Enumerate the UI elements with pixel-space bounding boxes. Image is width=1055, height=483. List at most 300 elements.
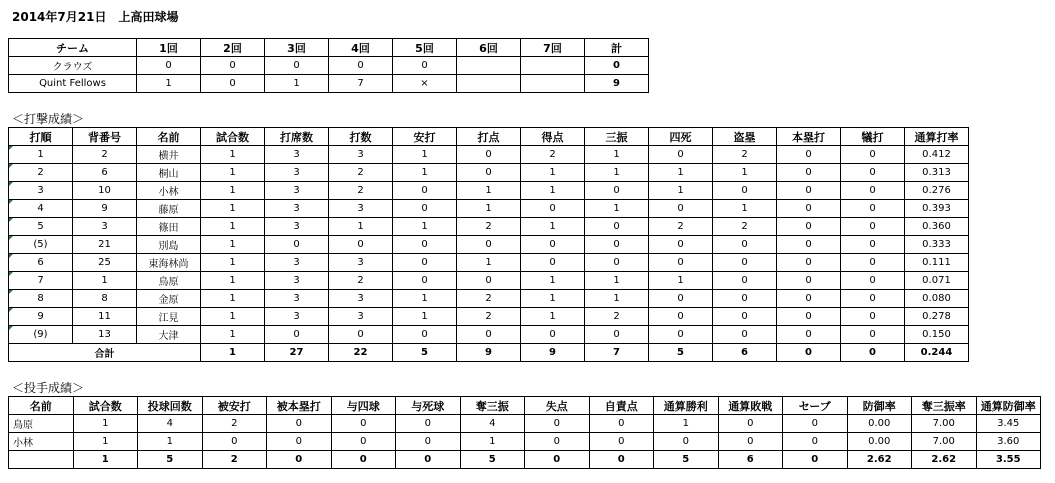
pitching-cell: 0 — [396, 415, 461, 433]
pitching-cell: 1 — [138, 433, 203, 451]
pitching-total-cell: 5 — [138, 451, 203, 469]
batting-cell: 1 — [201, 218, 265, 236]
batting-cell: 7 — [9, 272, 73, 290]
pitcher-name: 鳥原 — [9, 415, 74, 433]
batting-header-cell: 背番号 — [73, 128, 137, 146]
batting-cell: 2 — [585, 308, 649, 326]
batting-cell: 0 — [713, 290, 777, 308]
batting-header-cell: 打席数 — [265, 128, 329, 146]
batting-row — [9, 200, 969, 218]
pitching-row — [9, 433, 1041, 451]
batting-cell: 0 — [457, 326, 521, 344]
batting-cell: 3 — [265, 254, 329, 272]
batting-cell: 3 — [329, 290, 393, 308]
batting-cell: 1 — [393, 164, 457, 182]
pitching-cell: 0 — [331, 415, 396, 433]
batting-cell: 0.276 — [905, 182, 969, 200]
batting-total-cell: 1 — [201, 344, 265, 362]
batting-cell: 1 — [521, 218, 585, 236]
batting-cell: 0 — [585, 236, 649, 254]
batting-cell: 0 — [457, 236, 521, 254]
team-name: クラウズ — [9, 57, 137, 75]
batting-cell: 0 — [393, 326, 457, 344]
batting-cell: 0 — [841, 218, 905, 236]
batting-cell: 1 — [585, 290, 649, 308]
pitching-total-cell: 2.62 — [912, 451, 977, 469]
pitching-cell: 0 — [267, 415, 332, 433]
batting-header-cell: 打数 — [329, 128, 393, 146]
batting-cell: 0 — [649, 200, 713, 218]
scoreboard-header-cell: 2回 — [201, 39, 265, 57]
pitching-header-cell: 名前 — [9, 397, 74, 415]
pitching-table — [8, 396, 1041, 469]
pitching-cell: 1 — [73, 433, 138, 451]
inning-score: 1 — [265, 75, 329, 93]
pitching-total-cell: 2 — [202, 451, 267, 469]
pitching-header-cell: 与死球 — [396, 397, 461, 415]
pitching-cell: 1 — [460, 433, 525, 451]
batting-row — [9, 290, 969, 308]
player-name: 大津 — [137, 326, 201, 344]
pitching-cell: 1 — [654, 415, 719, 433]
batting-header-cell: 打順 — [9, 128, 73, 146]
batting-row — [9, 254, 969, 272]
batting-total-cell: 9 — [521, 344, 585, 362]
pitching-cell: 0 — [783, 433, 848, 451]
batting-total-cell: 5 — [393, 344, 457, 362]
batting-cell: 1 — [201, 182, 265, 200]
inning-score — [521, 57, 585, 75]
inning-score: 0 — [393, 57, 457, 75]
batting-cell: 3 — [265, 182, 329, 200]
batting-cell: 4 — [9, 200, 73, 218]
batting-cell: 1 — [201, 146, 265, 164]
batting-cell: 2 — [329, 164, 393, 182]
pitching-total-cell: 6 — [718, 451, 783, 469]
batting-cell: 0.333 — [905, 236, 969, 254]
batting-cell: 3 — [265, 200, 329, 218]
batting-cell: 1 — [201, 254, 265, 272]
batting-cell: 0.150 — [905, 326, 969, 344]
batting-cell: 2 — [457, 290, 521, 308]
batting-cell: 0 — [393, 236, 457, 254]
pitching-header-cell: 与四球 — [331, 397, 396, 415]
pitching-cell: 0 — [267, 433, 332, 451]
pitching-cell: 0.00 — [847, 415, 912, 433]
scoreboard-header-cell: チーム — [9, 39, 137, 57]
batting-header-cell: 打点 — [457, 128, 521, 146]
batting-cell: 21 — [73, 236, 137, 254]
scoreboard-header-cell: 5回 — [393, 39, 457, 57]
page-title: 2014年7月21日 上高田球場 — [12, 10, 179, 24]
batting-cell: 2 — [521, 146, 585, 164]
pitcher-name: 小林 — [9, 433, 74, 451]
scoreboard-table — [8, 38, 649, 93]
pitching-header-cell: 奪三振 — [460, 397, 525, 415]
pitching-cell: 1 — [73, 415, 138, 433]
inning-score: 9 — [585, 75, 649, 93]
pitching-total-cell: 0 — [267, 451, 332, 469]
batting-header-cell: 試合数 — [201, 128, 265, 146]
batting-cell: 1 — [9, 146, 73, 164]
batting-cell: 0 — [713, 326, 777, 344]
scoreboard-header-cell: 7回 — [521, 39, 585, 57]
scoreboard-header-row — [9, 39, 649, 57]
scoreboard-header-cell: 4回 — [329, 39, 393, 57]
inning-score: 7 — [329, 75, 393, 93]
batting-cell: 3 — [73, 218, 137, 236]
batting-cell: 3 — [265, 290, 329, 308]
pitching-header-row — [9, 397, 1041, 415]
batting-cell: 1 — [585, 146, 649, 164]
batting-total-cell: 6 — [713, 344, 777, 362]
batting-total-cell: 0 — [777, 344, 841, 362]
pitching-total-cell: 0 — [589, 451, 654, 469]
batting-cell: 0 — [777, 164, 841, 182]
batting-cell: 0 — [521, 254, 585, 272]
inning-score — [457, 57, 521, 75]
batting-cell: 0 — [777, 182, 841, 200]
pitching-header-cell: 奪三振率 — [912, 397, 977, 415]
batting-cell: 3 — [329, 200, 393, 218]
batting-cell: 1 — [201, 290, 265, 308]
inning-score: 0 — [329, 57, 393, 75]
batting-cell: 0 — [521, 236, 585, 254]
batting-cell: 3 — [265, 272, 329, 290]
batting-cell: (5) — [9, 236, 73, 254]
batting-cell: 1 — [201, 272, 265, 290]
pitching-header-cell: 失点 — [525, 397, 590, 415]
team-name: Quint Fellows — [9, 75, 137, 93]
batting-cell: 0.080 — [905, 290, 969, 308]
batting-cell: 9 — [9, 308, 73, 326]
batting-header-cell: 犠打 — [841, 128, 905, 146]
pitching-total-cell: 0 — [525, 451, 590, 469]
batting-cell: 0 — [521, 200, 585, 218]
batting-cell: 1 — [585, 200, 649, 218]
batting-header-cell: 本塁打 — [777, 128, 841, 146]
pitching-total-cell: 3.55 — [976, 451, 1041, 469]
batting-total-cell: 0 — [841, 344, 905, 362]
batting-total-cell: 7 — [585, 344, 649, 362]
batting-header-cell: 通算打率 — [905, 128, 969, 146]
batting-cell: 8 — [9, 290, 73, 308]
batting-cell: 0 — [393, 254, 457, 272]
pitching-cell: 0 — [783, 415, 848, 433]
player-name: 東海林尚 — [137, 254, 201, 272]
batting-cell: 0 — [393, 200, 457, 218]
batting-row — [9, 326, 969, 344]
pitching-cell: 0 — [202, 433, 267, 451]
batting-cell: 0.412 — [905, 146, 969, 164]
batting-cell: 1 — [649, 272, 713, 290]
batting-cell: 3 — [329, 254, 393, 272]
pitching-cell: 4 — [138, 415, 203, 433]
batting-cell: 0 — [585, 326, 649, 344]
batting-cell: 1 — [329, 218, 393, 236]
batting-cell: 1 — [521, 290, 585, 308]
player-name: 横井 — [137, 146, 201, 164]
batting-cell: 1 — [713, 164, 777, 182]
batting-total-cell: 5 — [649, 344, 713, 362]
batting-cell: 0 — [777, 308, 841, 326]
batting-cell: 9 — [73, 200, 137, 218]
pitching-cell: 0 — [718, 433, 783, 451]
inning-score: 0 — [201, 75, 265, 93]
pitching-header-cell: 被本塁打 — [267, 397, 332, 415]
scoreboard-header-cell: 3回 — [265, 39, 329, 57]
batting-cell: 0 — [393, 182, 457, 200]
batting-cell: 0 — [649, 290, 713, 308]
batting-cell: 1 — [393, 146, 457, 164]
batting-cell: 0 — [265, 236, 329, 254]
batting-cell: 0 — [841, 236, 905, 254]
player-name: 小林 — [137, 182, 201, 200]
scoreboard-row — [9, 57, 649, 75]
batting-total-label: 合計 — [9, 344, 201, 362]
batting-row — [9, 308, 969, 326]
batting-cell: 0 — [777, 200, 841, 218]
batting-section-label: ＜打撃成績＞ — [12, 112, 85, 126]
batting-cell: 0 — [777, 254, 841, 272]
batting-cell: 0 — [777, 290, 841, 308]
batting-cell: 2 — [457, 308, 521, 326]
batting-cell: 0.313 — [905, 164, 969, 182]
batting-cell: 3 — [9, 182, 73, 200]
pitching-header-cell: 試合数 — [73, 397, 138, 415]
batting-cell: 2 — [649, 218, 713, 236]
batting-cell: 0 — [393, 272, 457, 290]
batting-row — [9, 164, 969, 182]
batting-cell: 0 — [649, 326, 713, 344]
batting-cell: 2 — [713, 218, 777, 236]
pitching-cell: 0 — [525, 433, 590, 451]
batting-cell: 1 — [457, 254, 521, 272]
pitching-cell: 0.00 — [847, 433, 912, 451]
batting-cell: 8 — [73, 290, 137, 308]
batting-cell: 0 — [777, 272, 841, 290]
pitching-header-cell: 投球回数 — [138, 397, 203, 415]
batting-cell: 25 — [73, 254, 137, 272]
pitching-total-cell: 2.62 — [847, 451, 912, 469]
batting-cell: 1 — [713, 200, 777, 218]
batting-cell: 3 — [329, 308, 393, 326]
pitching-cell: 2 — [202, 415, 267, 433]
batting-cell: 1 — [201, 308, 265, 326]
scoreboard-header-cell: 計 — [585, 39, 649, 57]
batting-cell: 3 — [265, 146, 329, 164]
pitching-cell: 0 — [654, 433, 719, 451]
batting-cell: 0 — [329, 236, 393, 254]
batting-cell: 1 — [521, 308, 585, 326]
batting-total-cell: 9 — [457, 344, 521, 362]
batting-cell: 6 — [9, 254, 73, 272]
player-name: 鳥原 — [137, 272, 201, 290]
batting-header-row — [9, 128, 969, 146]
batting-cell: 0 — [457, 164, 521, 182]
batting-cell: 0 — [841, 272, 905, 290]
batting-cell: 0 — [841, 290, 905, 308]
pitching-total-row — [9, 451, 1041, 469]
pitching-total-cell: 1 — [73, 451, 138, 469]
batting-cell: 0 — [521, 326, 585, 344]
pitching-section-label: ＜投手成績＞ — [12, 381, 85, 395]
inning-score: 0 — [201, 57, 265, 75]
batting-cell: 0 — [777, 146, 841, 164]
batting-header-cell: 名前 — [137, 128, 201, 146]
batting-cell: 0 — [777, 218, 841, 236]
pitching-cell: 0 — [331, 433, 396, 451]
batting-cell: 3 — [265, 218, 329, 236]
batting-cell: 1 — [201, 200, 265, 218]
batting-row — [9, 218, 969, 236]
batting-cell: 0 — [713, 182, 777, 200]
batting-total-cell: 22 — [329, 344, 393, 362]
scoreboard-header-cell: 6回 — [457, 39, 521, 57]
batting-cell: 0 — [841, 308, 905, 326]
batting-cell: (9) — [9, 326, 73, 344]
batting-cell: 0 — [649, 254, 713, 272]
pitching-header-cell: 自責点 — [589, 397, 654, 415]
pitching-cell: 3.45 — [976, 415, 1041, 433]
batting-cell: 0 — [649, 236, 713, 254]
batting-cell: 0 — [713, 272, 777, 290]
scoreboard-body — [9, 57, 649, 93]
player-name: 篠田 — [137, 218, 201, 236]
batting-cell: 0 — [841, 326, 905, 344]
batting-cell: 1 — [457, 200, 521, 218]
batting-cell: 0.111 — [905, 254, 969, 272]
pitching-total-cell: 0 — [396, 451, 461, 469]
player-name: 金原 — [137, 290, 201, 308]
player-name: 江見 — [137, 308, 201, 326]
batting-cell: 0 — [585, 218, 649, 236]
batting-cell: 2 — [329, 272, 393, 290]
batting-cell: 1 — [649, 182, 713, 200]
pitching-body — [9, 415, 1041, 469]
batting-cell: 5 — [9, 218, 73, 236]
batting-header-cell: 盗塁 — [713, 128, 777, 146]
batting-cell: 10 — [73, 182, 137, 200]
player-name: 桐山 — [137, 164, 201, 182]
scoreboard-row — [9, 75, 649, 93]
batting-cell: 1 — [201, 236, 265, 254]
pitching-total-cell — [9, 451, 74, 469]
pitching-cell: 7.00 — [912, 433, 977, 451]
batting-cell: 1 — [393, 218, 457, 236]
batting-cell: 2 — [457, 218, 521, 236]
inning-score — [521, 75, 585, 93]
batting-total-cell: 0.244 — [905, 344, 969, 362]
batting-cell: 0 — [585, 182, 649, 200]
batting-cell: 0.071 — [905, 272, 969, 290]
pitching-total-cell: 0 — [783, 451, 848, 469]
batting-cell: 0 — [585, 254, 649, 272]
inning-score: 0 — [137, 57, 201, 75]
batting-body — [9, 146, 969, 362]
batting-cell: 0.393 — [905, 200, 969, 218]
batting-cell: 0 — [777, 236, 841, 254]
pitching-cell: 7.00 — [912, 415, 977, 433]
batting-cell: 1 — [521, 164, 585, 182]
batting-cell: 6 — [73, 164, 137, 182]
batting-cell: 0 — [777, 326, 841, 344]
batting-cell: 0 — [649, 308, 713, 326]
batting-cell: 0 — [649, 146, 713, 164]
inning-score: 0 — [585, 57, 649, 75]
pitching-header-cell: セーブ — [783, 397, 848, 415]
batting-cell: 1 — [649, 164, 713, 182]
batting-row — [9, 146, 969, 164]
batting-cell: 0 — [457, 272, 521, 290]
batting-cell: 1 — [201, 326, 265, 344]
batting-row — [9, 236, 969, 254]
batting-cell: 0 — [841, 146, 905, 164]
batting-header-cell: 三振 — [585, 128, 649, 146]
pitching-header-cell: 被安打 — [202, 397, 267, 415]
batting-cell: 1 — [521, 272, 585, 290]
pitching-row — [9, 415, 1041, 433]
batting-row — [9, 272, 969, 290]
batting-header-cell: 四死 — [649, 128, 713, 146]
batting-cell: 0.278 — [905, 308, 969, 326]
player-name: 別島 — [137, 236, 201, 254]
batting-cell: 3 — [329, 146, 393, 164]
batting-cell: 1 — [73, 272, 137, 290]
pitching-header-cell: 通算防御率 — [976, 397, 1041, 415]
batting-cell: 13 — [73, 326, 137, 344]
inning-score — [457, 75, 521, 93]
batting-cell: 2 — [73, 146, 137, 164]
batting-cell: 2 — [9, 164, 73, 182]
pitching-header-cell: 通算敗戦 — [718, 397, 783, 415]
batting-cell: 11 — [73, 308, 137, 326]
batting-cell: 0 — [841, 254, 905, 272]
player-name: 藤原 — [137, 200, 201, 218]
batting-cell: 1 — [521, 182, 585, 200]
batting-cell: 0 — [265, 326, 329, 344]
batting-cell: 0 — [841, 164, 905, 182]
inning-score: × — [393, 75, 457, 93]
pitching-cell: 0 — [396, 433, 461, 451]
batting-cell: 2 — [329, 182, 393, 200]
batting-cell: 1 — [585, 272, 649, 290]
batting-cell: 3 — [265, 308, 329, 326]
pitching-header-cell: 通算勝利 — [654, 397, 719, 415]
batting-cell: 1 — [393, 290, 457, 308]
pitching-cell: 3.60 — [976, 433, 1041, 451]
pitching-total-cell: 5 — [460, 451, 525, 469]
pitching-cell: 0 — [525, 415, 590, 433]
batting-cell: 0 — [713, 236, 777, 254]
pitching-cell: 0 — [589, 433, 654, 451]
batting-cell: 0 — [457, 146, 521, 164]
batting-cell: 0 — [329, 326, 393, 344]
batting-total-cell: 27 — [265, 344, 329, 362]
pitching-cell: 0 — [589, 415, 654, 433]
batting-total-row — [9, 344, 969, 362]
batting-cell: 1 — [585, 164, 649, 182]
pitching-cell: 0 — [718, 415, 783, 433]
batting-cell: 0 — [841, 182, 905, 200]
batting-cell: 1 — [457, 182, 521, 200]
pitching-header-cell: 防御率 — [847, 397, 912, 415]
batting-cell: 3 — [265, 164, 329, 182]
batting-cell: 2 — [713, 146, 777, 164]
batting-header-cell: 得点 — [521, 128, 585, 146]
batting-cell: 0 — [713, 254, 777, 272]
pitching-total-cell: 0 — [331, 451, 396, 469]
